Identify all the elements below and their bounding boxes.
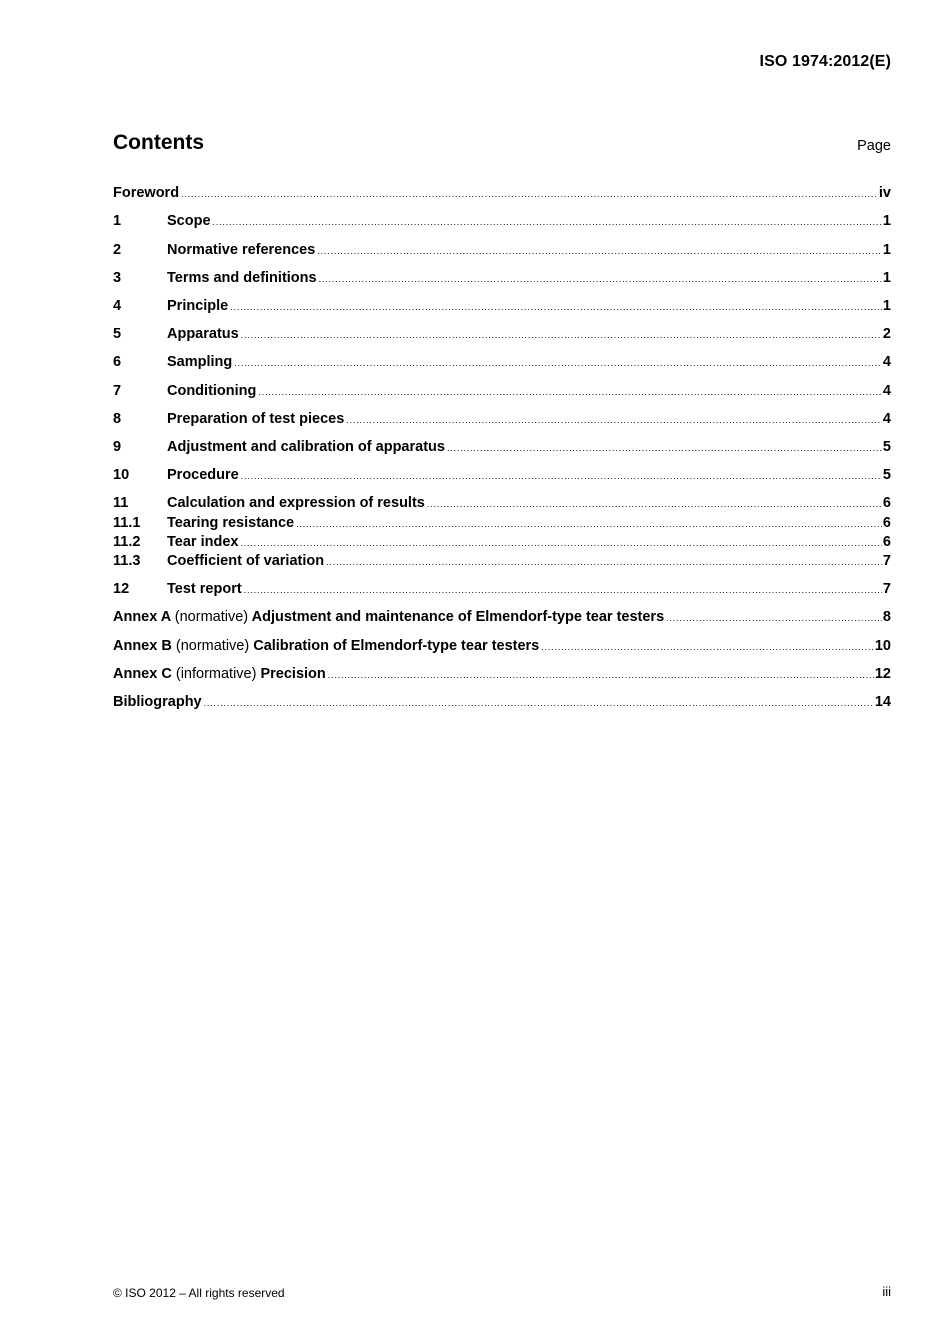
toc-entry-terms-definitions[interactable] (113, 269, 891, 287)
toc-entry-number: 4 (113, 298, 122, 314)
toc-entry-foreword[interactable] (113, 184, 891, 202)
toc-entry-title (113, 665, 326, 683)
toc-entry-calculation[interactable] (113, 494, 891, 512)
toc-entry-title: Procedure (167, 467, 239, 483)
toc-entry-page: 1 (882, 213, 891, 229)
toc-entry-normative-references[interactable] (113, 241, 891, 259)
toc-entry-title: Apparatus (167, 326, 239, 342)
toc-entry-title: Scope (167, 213, 211, 229)
toc-leader-dots (427, 495, 882, 513)
toc-entry-number: 1 (113, 213, 122, 229)
toc-entry-title: Adjustment and calibration of apparatus (167, 439, 445, 455)
toc-entry-title: Test report (167, 581, 242, 597)
toc-entry-annex-a[interactable] (113, 608, 891, 626)
annex-title: Precision (260, 666, 326, 682)
toc-entry-page: 6 (882, 495, 891, 511)
toc-entry-page: 7 (882, 553, 891, 569)
toc-entry-number: 10 (113, 467, 130, 483)
toc-entry-number: 7 (113, 383, 122, 399)
toc-leader-dots (241, 467, 882, 485)
toc-entry-number: 2 (113, 242, 122, 258)
annex-label: Annex B (113, 638, 172, 654)
toc-entry-annex-b[interactable] (113, 637, 891, 655)
toc-leader-dots (666, 609, 882, 627)
annex-label: Annex C (113, 666, 172, 682)
toc-entry-annex-c[interactable] (113, 665, 891, 683)
toc-entry-title: Tear index (167, 534, 239, 550)
toc-leader-dots (234, 354, 882, 372)
toc-entry-page: 7 (882, 581, 891, 597)
toc-entry-page: 8 (882, 609, 891, 625)
toc-entry-number: 8 (113, 411, 122, 427)
toc-entry-title: Coefficient of variation (167, 553, 325, 569)
toc-entry-tear-index[interactable] (113, 533, 891, 551)
annex-title: Adjustment and maintenance of Elmendorf-type tear testers (251, 609, 665, 625)
toc-entry-page: 14 (874, 694, 891, 710)
toc-entry-title: Principle (167, 298, 229, 314)
contents-header (113, 131, 891, 159)
toc-entry-title: Terms and definitions (167, 270, 317, 286)
toc-entry-number: 11.2 (113, 534, 141, 550)
toc-entry-apparatus[interactable] (113, 325, 891, 343)
toc-entry-coefficient-variation[interactable] (113, 552, 891, 570)
copyright-notice: © ISO 2012 – All rights reserved (113, 1286, 285, 1300)
toc-entry-title (113, 608, 664, 626)
toc-entry-number: 6 (113, 354, 122, 370)
toc-entry-number: 11.1 (113, 515, 141, 531)
toc-leader-dots (241, 326, 882, 344)
toc-entry-number: 11 (113, 495, 129, 511)
annex-title: Calibration of Elmendorf-type tear testers (253, 638, 540, 654)
toc-entry-number: 11.3 (113, 553, 141, 569)
annex-type: (informative) (175, 666, 257, 682)
toc-entry-page: 6 (882, 515, 891, 531)
toc-entry-tearing-resistance[interactable] (113, 514, 891, 532)
toc-leader-dots (328, 666, 874, 684)
toc-leader-dots (181, 185, 878, 203)
toc-leader-dots (296, 515, 882, 533)
toc-leader-dots (447, 439, 882, 457)
toc-leader-dots (204, 694, 874, 712)
toc-entry-page: iv (878, 185, 891, 201)
toc-entry-number: 12 (113, 581, 130, 597)
toc-entry-number: 5 (113, 326, 122, 342)
toc-entry-page: 2 (882, 326, 891, 342)
toc-entry-page: 4 (882, 354, 891, 370)
toc-entry-page: 1 (882, 270, 891, 286)
toc-entry-preparation[interactable] (113, 410, 891, 428)
toc-entry-page: 5 (882, 439, 891, 455)
toc-leader-dots (541, 638, 874, 656)
toc-entry-sampling[interactable] (113, 353, 891, 371)
contents-title: Contents (113, 131, 204, 154)
toc-leader-dots (326, 553, 882, 571)
toc-leader-dots (230, 298, 882, 316)
toc-leader-dots (213, 213, 882, 231)
toc-entry-conditioning[interactable] (113, 382, 891, 400)
annex-type: (normative) (174, 609, 249, 625)
toc-leader-dots (244, 581, 882, 599)
toc-entry-title: Normative references (167, 242, 316, 258)
toc-entry-number: 9 (113, 439, 122, 455)
toc-entry-title: Tearing resistance (167, 515, 295, 531)
annex-label: Annex A (113, 609, 171, 625)
toc-entry-page: 1 (882, 298, 891, 314)
toc-entry-principle[interactable] (113, 297, 891, 315)
toc-entry-page: 4 (882, 383, 891, 399)
toc-leader-dots (317, 242, 882, 260)
toc-entry-title: Preparation of test pieces (167, 411, 345, 427)
toc-leader-dots (258, 383, 882, 401)
toc-entry-title: Foreword (113, 185, 180, 201)
page-column-label: Page (857, 138, 891, 154)
toc-entry-page: 1 (882, 242, 891, 258)
toc-entry-number: 3 (113, 270, 122, 286)
toc-leader-dots (319, 270, 882, 288)
toc-entry-bibliography[interactable] (113, 693, 891, 711)
toc-entry-page: 6 (882, 534, 891, 550)
toc-leader-dots (240, 534, 881, 552)
toc-leader-dots (346, 411, 882, 429)
page-number: iii (882, 1284, 891, 1299)
toc-entry-page: 4 (882, 411, 891, 427)
toc-entry-scope[interactable] (113, 212, 891, 230)
toc-entry-procedure[interactable] (113, 466, 891, 484)
toc-entry-title: Sampling (167, 354, 233, 370)
toc-entry-title: Conditioning (167, 383, 257, 399)
toc-entry-adjustment-calibration[interactable] (113, 438, 891, 456)
toc-entry-title (113, 637, 539, 655)
annex-type: (normative) (175, 638, 250, 654)
toc-entry-page: 12 (874, 666, 891, 682)
toc-entry-test-report[interactable] (113, 580, 891, 598)
toc-entry-title: Calculation and expression of results (167, 495, 425, 511)
toc-entry-page: 10 (874, 638, 891, 654)
toc-entry-title: Bibliography (113, 694, 202, 710)
toc-entry-page: 5 (882, 467, 891, 483)
document-id: ISO 1974:2012(E) (759, 53, 891, 70)
